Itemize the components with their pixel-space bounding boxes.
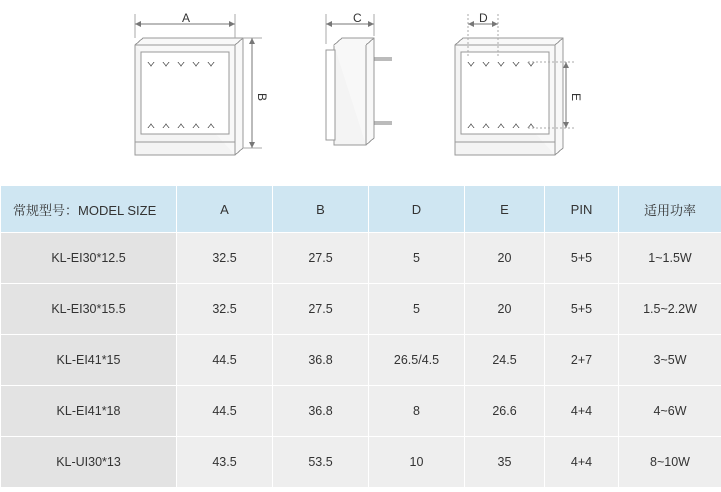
cell-pin: 4+4 [545, 437, 619, 488]
cell-d: 5 [369, 233, 465, 284]
table-header-row [1, 186, 721, 233]
cell-pin: 5+5 [545, 233, 619, 284]
drawings-svg [0, 0, 721, 185]
dim-label-c: C [353, 11, 362, 25]
column-header-d: D [369, 186, 465, 233]
table-row [1, 233, 721, 284]
column-header-b: B [273, 186, 369, 233]
table-row [1, 437, 721, 488]
cell-b: 36.8 [273, 335, 369, 386]
column-header-power: 适用功率 [619, 186, 721, 233]
table-row [1, 335, 721, 386]
column-header-a: A [177, 186, 273, 233]
cell-power: 1.5~2.2W [619, 284, 721, 335]
cell-pin: 5+5 [545, 284, 619, 335]
cell-d: 10 [369, 437, 465, 488]
column-header-model: 常规型号：MODEL SIZE [1, 186, 177, 233]
cell-d: 26.5/4.5 [369, 335, 465, 386]
cell-a: 44.5 [177, 386, 273, 437]
front-view [135, 14, 262, 155]
cell-pin: 2+7 [545, 335, 619, 386]
back-view [455, 14, 575, 155]
cell-b: 36.8 [273, 386, 369, 437]
cell-d: 8 [369, 386, 465, 437]
cell-model: KL-EI41*15 [1, 335, 177, 386]
dim-label-d: D [479, 11, 488, 25]
cell-d: 5 [369, 284, 465, 335]
cell-e: 20 [465, 284, 545, 335]
cell-pin: 4+4 [545, 386, 619, 437]
cell-b: 53.5 [273, 437, 369, 488]
cell-model: KL-EI30*12.5 [1, 233, 177, 284]
cell-power: 1~1.5W [619, 233, 721, 284]
dim-label-e: E [569, 92, 583, 102]
cell-power: 4~6W [619, 386, 721, 437]
cell-a: 43.5 [177, 437, 273, 488]
cell-e: 35 [465, 437, 545, 488]
column-header-pin: PIN [545, 186, 619, 233]
cell-a: 32.5 [177, 233, 273, 284]
cell-model: KL-EI30*15.5 [1, 284, 177, 335]
table-row [1, 386, 721, 437]
cell-e: 24.5 [465, 335, 545, 386]
cell-e: 26.6 [465, 386, 545, 437]
table-row [1, 284, 721, 335]
dim-label-b: B [255, 92, 269, 102]
cell-e: 20 [465, 233, 545, 284]
dim-label-a: A [182, 11, 191, 25]
cell-model: KL-UI30*13 [1, 437, 177, 488]
technical-drawings [0, 0, 721, 185]
column-header-e: E [465, 186, 545, 233]
table-body [1, 233, 721, 488]
cell-b: 27.5 [273, 284, 369, 335]
cell-power: 8~10W [619, 437, 721, 488]
side-view [326, 14, 392, 145]
cell-b: 27.5 [273, 233, 369, 284]
table-header [1, 186, 721, 233]
specification-table [0, 185, 721, 488]
cell-power: 3~5W [619, 335, 721, 386]
cell-a: 44.5 [177, 335, 273, 386]
cell-model: KL-EI41*18 [1, 386, 177, 437]
cell-a: 32.5 [177, 284, 273, 335]
